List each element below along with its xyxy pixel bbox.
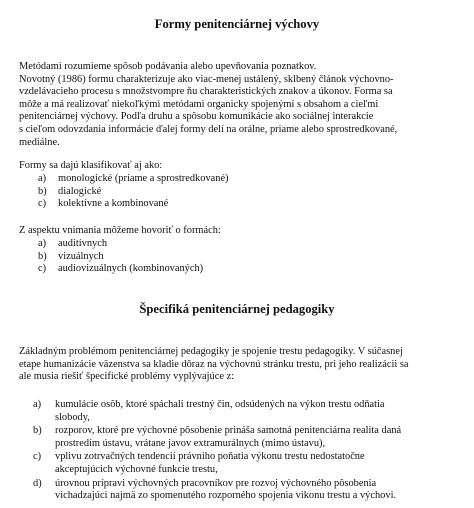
list-marker: c) bbox=[38, 263, 47, 275]
list-item bbox=[38, 263, 468, 276]
list-item bbox=[38, 186, 468, 199]
text-line: prostredím ústavu, vrátane javov extramurálnych (mimo ústavu), bbox=[55, 437, 326, 449]
list-marker: b) bbox=[38, 185, 47, 197]
text-line: Metódami rozumieme spôsob podávania alebo upevňovania poznatkov. bbox=[19, 61, 317, 72]
text-line: úrovnou prípravi výchovných pracovníkov pre rozvoj výchovného pôsobenia bbox=[55, 477, 377, 489]
text-line: môže a má realizovať niekoľkými metódami organicky spojenými s obsahom a cieľmi bbox=[19, 98, 379, 110]
text-line: rozporov, ktoré pre výchovné pôsobenie prináša samotná penitenciárna realita daná bbox=[55, 425, 402, 437]
list-item bbox=[38, 198, 468, 211]
text-line: ale musia riešiť špecifické problémy vyplývajúce z: bbox=[19, 371, 235, 383]
list-item bbox=[38, 173, 468, 186]
text-line: vzdelávacieho procesu s množstvompre ňu charakteristických znakov a úkonov. Forma sa bbox=[19, 86, 393, 98]
list-item-text: auditívnych bbox=[58, 238, 108, 249]
section-title-formy: Formy penitenciárnej výchovy bbox=[154, 17, 320, 31]
list-item bbox=[33, 425, 469, 450]
text-line: vichadzajúci najmä zo spomenutého rozporného spojenia vikonu trestu a výchovi. bbox=[55, 490, 397, 502]
list-item-text: dialogické bbox=[58, 185, 102, 197]
text-line: penitenciárnej výchovy. Podľa druhu a spôsobu komunikácie ako sociálnej interakcie bbox=[19, 111, 374, 123]
list-item-text bbox=[55, 399, 469, 424]
text-line: etape humanizácie väzenstva sa kladie dôraz na výchovnú stránku trestu, pri jeho realizácii sa bbox=[19, 358, 409, 370]
problems-list bbox=[33, 399, 469, 504]
section-title-specifika: Špecifiká penitenciárnej pedagogiky bbox=[139, 302, 335, 316]
section1-intro-paragraph bbox=[19, 61, 465, 149]
list-marker: c) bbox=[38, 198, 47, 210]
text-line: akceptujúcich výchovné funkcie trestu, bbox=[55, 463, 218, 475]
list-item bbox=[33, 399, 469, 424]
list-marker: a) bbox=[38, 173, 47, 184]
section2-intro-paragraph bbox=[19, 346, 465, 384]
text-line: Základným problémom penitenciárnej pedagogiky je spojenie trestu pedagogiky. V súčasnej bbox=[19, 346, 403, 357]
list-item-text bbox=[55, 478, 469, 503]
text-line: kumulácie osôb, ktoré spáchali trestný čin, odsúdených na výkon trestu odňatia bbox=[55, 399, 385, 410]
list-item-text: monologické (priame a sprostredkované) bbox=[58, 173, 229, 184]
list-item bbox=[33, 451, 469, 476]
forms-lead-text: Formy sa dajú klasifikovať aj ako: bbox=[19, 160, 163, 171]
list-item-text bbox=[55, 451, 469, 476]
list-item-text: audiovizuálnych (kombinovaných) bbox=[58, 263, 204, 275]
list-item-text: kolektívne a kombinované bbox=[58, 198, 169, 210]
text-line: vplivu zotrvačných tendencií právniho poňatia výkonu trestu nedostatočne bbox=[55, 451, 365, 463]
text-line: Novotný (1986) formu charakterizuje ako viac-menej ustálený, sklbený článok výchovno- bbox=[19, 73, 394, 85]
list-marker: a) bbox=[33, 399, 42, 410]
list-item bbox=[33, 478, 469, 503]
list-item bbox=[38, 251, 468, 264]
list-item bbox=[38, 238, 468, 251]
perception-list bbox=[38, 238, 468, 276]
list-marker: b) bbox=[33, 425, 42, 437]
perception-lead-text: Z aspektu vnímania môžeme hovoriť o formách: bbox=[19, 225, 221, 236]
text-line: slobody, bbox=[55, 411, 90, 423]
list-marker: c) bbox=[33, 451, 42, 463]
list-marker: b) bbox=[38, 250, 47, 262]
text-line: mediálne. bbox=[19, 136, 60, 148]
list-item-text: vizuálnych bbox=[58, 250, 104, 262]
forms-list bbox=[38, 173, 468, 211]
list-marker: a) bbox=[38, 238, 47, 249]
list-marker: d) bbox=[33, 477, 42, 489]
list-item-text bbox=[55, 425, 469, 450]
text-line: s cieľom odovzdania informácie ďalej formy delí na orálne, priame alebo sprostredkované, bbox=[19, 123, 398, 135]
